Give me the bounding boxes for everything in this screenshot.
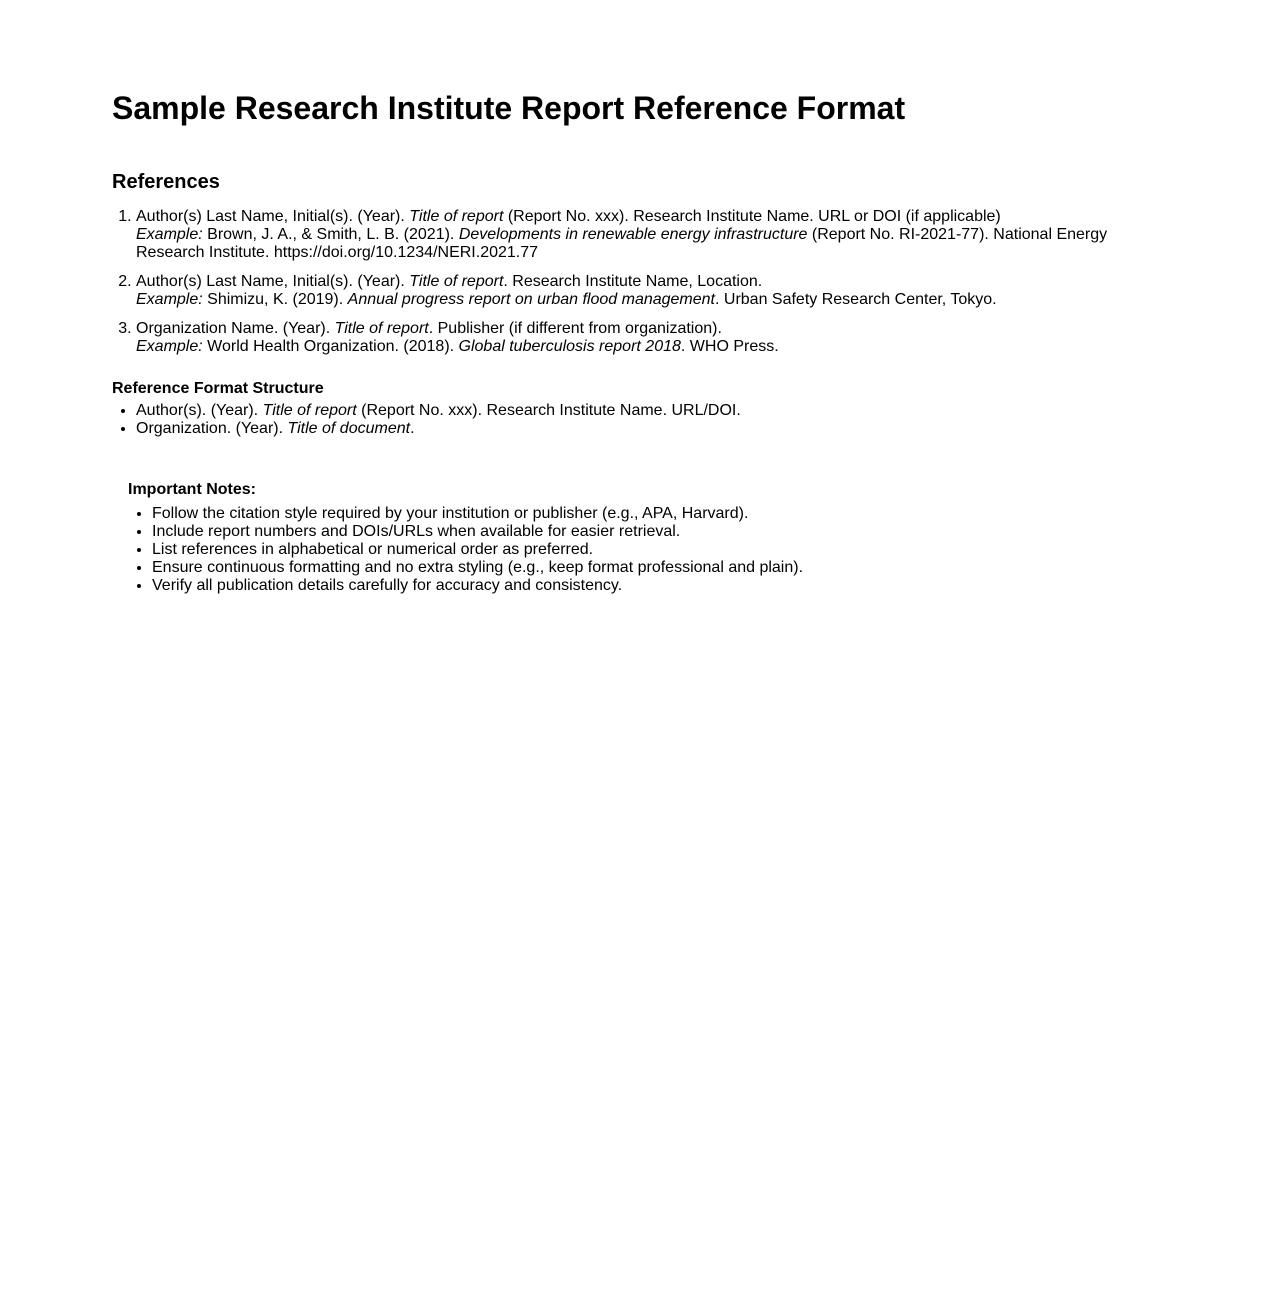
example-label: Example: <box>136 338 203 355</box>
reference-example: Example: Shimizu, K. (2019). Annual progress report on urban flood management. Urban Safety Research Center, Tokyo. <box>136 291 997 308</box>
references-list <box>112 208 1166 356</box>
note-item: • Ensure continuous formatting and no extra styling (e.g., keep format professional and plain). <box>152 559 1166 577</box>
note-item: • Verify all publication details carefully for accuracy and consistency. <box>152 577 1166 595</box>
references-heading: References <box>112 171 220 193</box>
reference-example: Example: World Health Organization. (2018). Global tuberculosis report 2018. WHO Press. <box>136 338 779 355</box>
notes-list <box>128 505 1166 595</box>
reference-item <box>136 320 1166 356</box>
reference-item <box>136 208 1166 262</box>
structure-item: • Organization. (Year). Title of document. <box>136 420 1166 438</box>
reference-format: 1. Author(s) Last Name, Initial(s). (Year). Title of report (Report No. xxx). Research Institute Name. URL or DOI (if applicable) <box>136 208 1001 225</box>
page-title: Sample Research Institute Report Reference Format <box>112 90 906 126</box>
important-notes <box>112 480 1166 595</box>
note-item: • List references in alphabetical or numerical order as preferred. <box>152 541 1166 559</box>
example-label: Example: <box>136 226 203 243</box>
reference-item <box>136 273 1166 309</box>
document-page <box>0 0 1278 595</box>
note-item: • Follow the citation style required by your institution or publisher (e.g., APA, Harvard). <box>152 505 1166 523</box>
note-item: • Include report numbers and DOIs/URLs when available for easier retrieval. <box>152 523 1166 541</box>
reference-format: 3. Organization Name. (Year). Title of report. Publisher (if different from organization). <box>136 320 722 337</box>
structure-list <box>112 402 1166 438</box>
structure-item: • Author(s). (Year). Title of report (Report No. xxx). Research Institute Name. URL/DOI. <box>136 402 1166 420</box>
notes-heading: Important Notes: <box>128 481 256 498</box>
reference-example: Example: Brown, J. A., & Smith, L. B. (2021). Developments in renewable energy infrastructure (Report No. RI-2021-77). National Energy Research Institute. https://doi.org/10.1234/NERI.2021.77 <box>136 226 1108 261</box>
example-label: Example: <box>136 291 203 308</box>
reference-format: 2. Author(s) Last Name, Initial(s). (Year). Title of report. Research Institute Name, Location. <box>136 273 763 290</box>
structure-heading: Reference Format Structure <box>112 380 324 397</box>
